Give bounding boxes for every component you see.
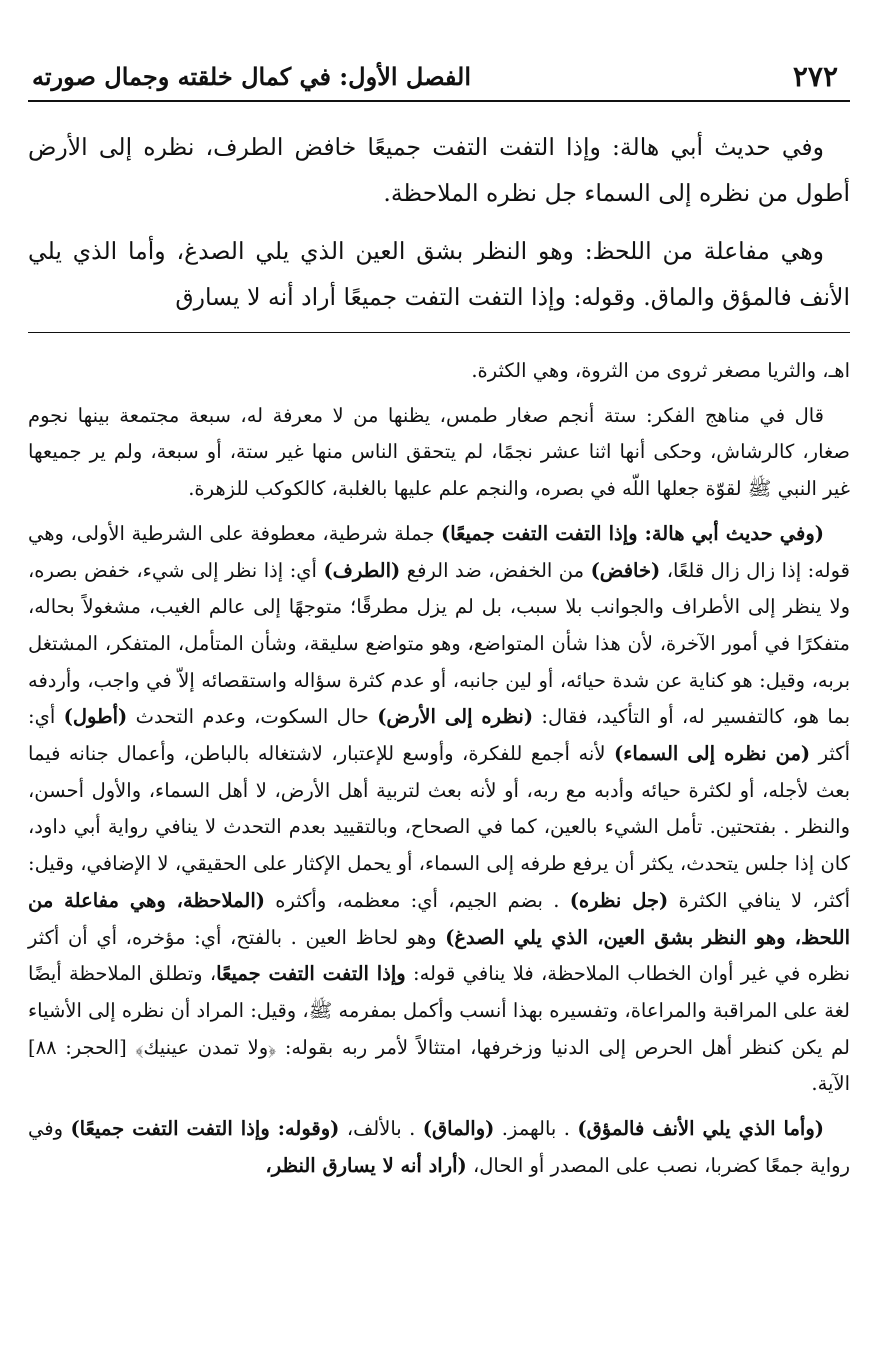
separator-line xyxy=(28,332,850,333)
explanation-text: لأنه أجمع للفكرة، وأوسع للإعتبار، لاشتغاله بالباطن، وأعمال جنانه فيما بعث لأجله، أو لكثرة حيائه وأدبه مع ربه، أو لأنه بعث لتربية أهل الأرض، لا أهل السماء، والأول أحسن، والنظر . بفتحتين. تأمل الشيء بالعين، كما في الصحاح، وبالتقييد بعدم التحدث لا ينافي رواية أبي داود، كان إذا جلس يتحدث، يكثر أن يرفع طرفه إلى السماء، أو يحمل الإكثار على الحقيقي، لا الإضافي، وقيل: أكثر، لا ينافي الكثرة xyxy=(28,742,850,912)
quoted-text: (جل نظره) xyxy=(569,888,669,912)
quoted-text: (وأما الذي يلي الأنف فالمؤق) xyxy=(577,1117,824,1141)
commentary xyxy=(28,353,850,1184)
quoted-text: (نظره إلى الأرض) xyxy=(377,705,534,729)
page-number: ٢٧٢ xyxy=(792,59,838,93)
explanation-text: وفي رواية جمعًا كضربا، نصب على المصدر أو الحال، xyxy=(28,1117,850,1177)
quoted-text: (والماق) xyxy=(422,1117,495,1141)
explanation-text: . بضم الجيم، أي: معظمه، وأكثره xyxy=(264,888,570,912)
chapter-title: الفصل الأول: في كمال خلقته وجمال صورته xyxy=(32,61,472,91)
explanation-text: من الخفض، ضد الرفع xyxy=(400,558,591,582)
footnote-paragraph: قال في مناهج الفكر: ستة أنجم صغار طمس، يظنها من لا معرفة له، سبعة مجتمعة بينها نجوم صغار، كالرشاش، وحكى أنها اثنا عشر نجمًا، لم يتحقق الناس منها غير ستة، أو سبعة، ولم ير جميعها غير النبي ﷺ لقوّة جعلها اللّه في بصره، والنجم علم عليها بالغلبة، كالكوكب للزهرة. xyxy=(28,403,850,501)
quoted-text: (الملاحظة، وهي مفاعلة من اللحظ، وهو النظر بشق العين، الذي يلي الصدغ) xyxy=(28,888,850,949)
quoted-text: (من نظره إلى السماء) xyxy=(613,742,811,766)
quoted-text: (أراد أنه لا يسارق النظر، xyxy=(265,1153,467,1177)
quoted-text: (وقوله: وإذا التفت التفت جميعًا) xyxy=(70,1117,340,1141)
explanation-text: . بالهمز. xyxy=(494,1117,578,1141)
explanation-text: جملة شرطية، معطوفة على الشرطية الأولى، وهي قوله: إذا زال زال قلعًا، xyxy=(28,521,850,582)
explanation-text: أي: أكثر xyxy=(28,705,850,766)
explanation-text: أي: إذا نظر إلى شيء، خفض بصره، ولا ينظر إلى الأطراف والجوانب بلا سبب، بل لم يزل مطرقًا؛ متوجهًا إلى عالم الغيب، مشغولاً بحاله، متفكرًا في أمور الآخرة، لأن هذا شأن المتواضع، وهو متواضع سليقة، وشأن المتأمل، المتفكر، المشتغل بربه، وقيل: هو كناية عن شدة حيائه، أو لين جانبه، أو عدم كثرة سؤاله واستقصائه إلاّ في واجب، وأردفه بما هو، كالتفسير له، أو التأكيد، فقال: xyxy=(28,558,850,729)
quoted-text: (أطول) xyxy=(63,705,128,729)
quoted-text: (وفي حديث أبي هالة: وإذا التفت التفت جميعًا) xyxy=(440,521,824,545)
quoted-text: وإذا التفت التفت جميعًا xyxy=(216,962,406,986)
explanation-text: وهو لحاظ العين . بالفتح، أي: مؤخره، أي أن أكثر نظره في غير أوان الخطاب الملاحظة، فلا ينافي قوله: xyxy=(28,925,850,986)
quoted-text: (خافض) xyxy=(590,558,661,582)
page-header xyxy=(28,52,850,102)
quoted-text: (الطرف) xyxy=(323,558,401,582)
explanation-text: . بالألف، xyxy=(339,1117,423,1141)
main-text xyxy=(28,124,850,320)
explanation-text: ، وتطلق الملاحظة أيضًا لغة على المراقبة والمراعاة، وتفسيره بهذا أنسب وأكمل بمفرمه ﷺ، وقيل: المراد أن نظره إلى الأشياء لم يكن كنظر أهل الحرص إلى الدنيا وزخرفها، امتثالاً لأمر ربه بقوله: ﴿ولا تمدن عينيك﴾ [الحجر: ٨٨] الآية. xyxy=(28,962,850,1096)
footnote-line: اهـ، والثريا مصغر ثروى من الثروة، وهي الكثرة. xyxy=(471,359,850,382)
main-paragraph: وهي مفاعلة من اللحظ: وهو النظر بشق العين الذي يلي الصدغ، وأما الذي يلي الأنف فالمؤق والماق. وقوله: وإذا التفت التفت جميعًا أراد أنه لا يسارق xyxy=(28,237,850,311)
commentary-paragraph xyxy=(28,516,850,1103)
commentary-paragraph xyxy=(28,1111,850,1184)
explanation-text: حال السكوت، وعدم التحدث xyxy=(127,705,378,729)
main-paragraph: وفي حديث أبي هالة: وإذا التفت التفت جميعًا خافض الطرف، نظره إلى الأرض أطول من نظره إلى السماء جل نظره الملاحظة. xyxy=(28,133,850,207)
book-page xyxy=(28,52,850,1192)
